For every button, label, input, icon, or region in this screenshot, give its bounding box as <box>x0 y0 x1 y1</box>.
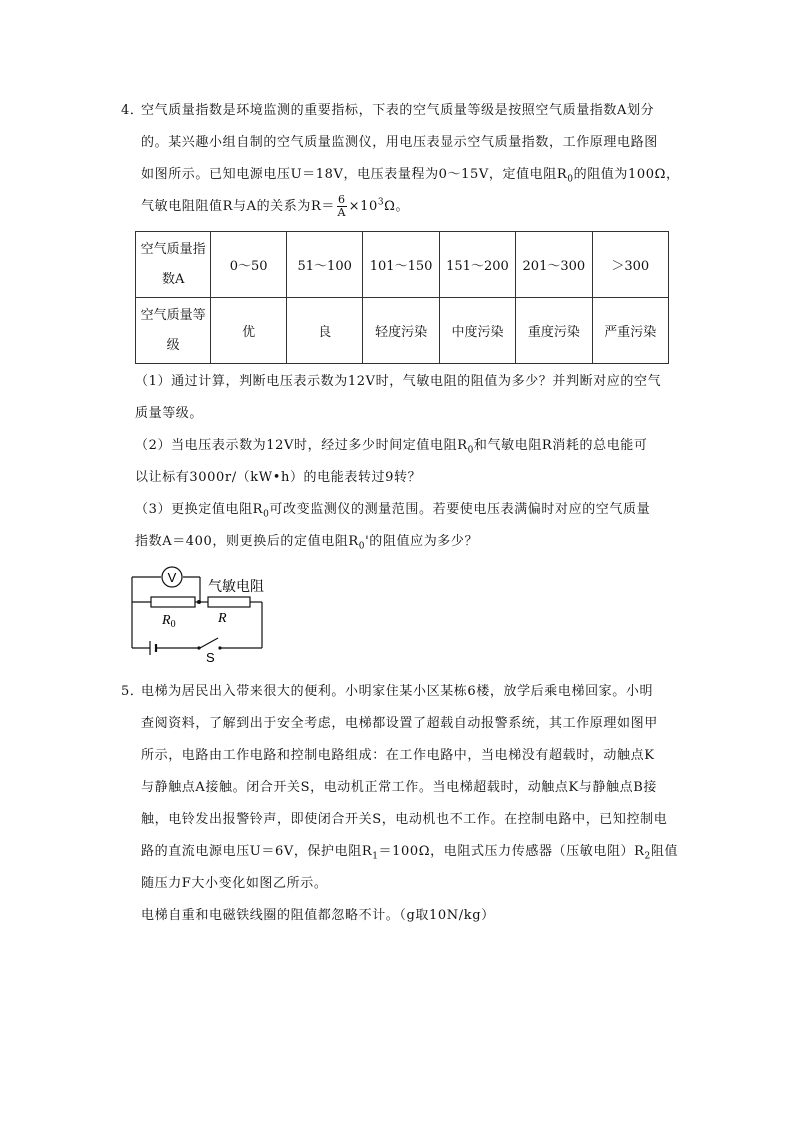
table-cell: 51～100 <box>286 232 362 298</box>
q5-line-5: 触，电铃发出报警铃声，即使闭合开关S，电动机也不工作。在控制电路中，已知控制电 <box>141 812 668 827</box>
q5-line-6: 路的直流电源电压U＝6V，保护电阻$R_1=100\Omega$，电阻式压力传感器（压敏电阻）$R_2$阻值 <box>141 844 679 862</box>
q4-line-4: 气敏电阻阻值R与A的关系为R＝ $\frac{6}{A}$ $\times 10^3\Omega$。 <box>141 193 410 219</box>
r0-label: $R_0$ <box>162 613 176 630</box>
q4-line-2: 的。某兴趣小组自制的空气质量监测仪，用电压表显示空气质量指数，工作原理电路图 <box>141 135 658 150</box>
sub-question-2: （2）当电压表示数为12V时，经过多少时间定值电阻$R_0$和气敏电阻R消耗的总电能可 <box>135 438 648 456</box>
sensor-label: 气敏电阻 <box>208 579 264 595</box>
table-cell: 轻度污染 <box>363 298 439 364</box>
table-cell: ＞300 <box>592 232 668 298</box>
switch-label: S <box>206 650 215 665</box>
switch-pivot-icon <box>197 646 200 649</box>
q5-number: 5． <box>121 684 144 699</box>
fraction: $\frac{6}{A}$ <box>337 193 347 219</box>
q5-line-3: 所示，电路由工作电路和控制电路组成：在工作电路中，当电梯没有超载时，动触点K <box>141 748 655 763</box>
table-row <box>136 298 669 364</box>
q5-line-8: 电梯自重和电磁铁线圈的阻值都忽略不计。（g取10N/kg） <box>141 908 495 923</box>
q4-line-3: 如图所示。已知电源电压U＝18V，电压表量程为0～15V，定值电阻$R_0$的阻值为100Ω， <box>141 167 680 185</box>
q5-line-4: 与静触点A接触。闭合开关S，电动机正常工作。当电梯超载时，动触点K与静触点B接 <box>141 780 657 795</box>
table-cell: 201～300 <box>516 232 592 298</box>
q5-line-7: 随压力F大小变化如图乙所示。 <box>141 876 328 891</box>
switch-contact-icon <box>218 646 221 649</box>
switch-icon <box>200 638 218 648</box>
question-5 <box>121 676 686 932</box>
question-4 <box>121 95 686 223</box>
q5-line-1: 5．电梯为居民出入带来很大的便利。小明家住某小区某栋6楼，放学后乘电梯回家。小明 <box>121 676 686 708</box>
sub-question-3: （3）更换定值电阻$R_0$可改变监测仪的测量范围。若要使电压表满偏时对应的空气质量 <box>135 502 651 520</box>
voltmeter-label: V <box>167 570 177 585</box>
junction-dot-icon <box>197 600 201 604</box>
circuit-diagram <box>120 560 290 665</box>
air-quality-table <box>135 231 669 364</box>
table-cell: 重度污染 <box>516 298 592 364</box>
table-cell: 101～150 <box>363 232 439 298</box>
table-cell: 0～50 <box>211 232 287 298</box>
table-row <box>136 232 669 298</box>
q4-subquestions <box>135 366 675 558</box>
table-cell: 优 <box>211 298 287 364</box>
table-header-cell: 空气质量指 数A <box>136 232 211 298</box>
table-cell: 中度污染 <box>439 298 515 364</box>
table-cell: 151～200 <box>439 232 515 298</box>
resistor-r-icon <box>208 597 250 607</box>
table-header-cell: 空气质量等 级 <box>136 298 211 364</box>
q4-number: 4． <box>121 103 144 118</box>
resistor-r0-icon <box>151 597 195 607</box>
table-cell: 良 <box>286 298 362 364</box>
sub-question-1: （1）通过计算，判断电压表示数为12V时，气敏电阻的阻值为多少？并判断对应的空气 <box>135 374 662 389</box>
sub-question-1-cont: 质量等级。 <box>135 406 204 421</box>
table-cell: 严重污染 <box>592 298 668 364</box>
q4-line-1: 4．空气质量指数是环境监测的重要指标，下表的空气质量等级是按照空气质量指数A划分 <box>121 95 686 127</box>
sub-question-2-cont: 以让标有3000r/（kW•h）的电能表转过9转？ <box>135 470 422 485</box>
r-label: R <box>218 611 227 626</box>
sub-question-3-cont: 指数A＝400，则更换后的定值电阻$R_0'$的阻值应为多少？ <box>135 534 479 552</box>
q5-line-2: 查阅资料，了解到出于安全考虑，电梯都设置了超载自动报警系统，其工作原理如图甲 <box>141 716 658 731</box>
